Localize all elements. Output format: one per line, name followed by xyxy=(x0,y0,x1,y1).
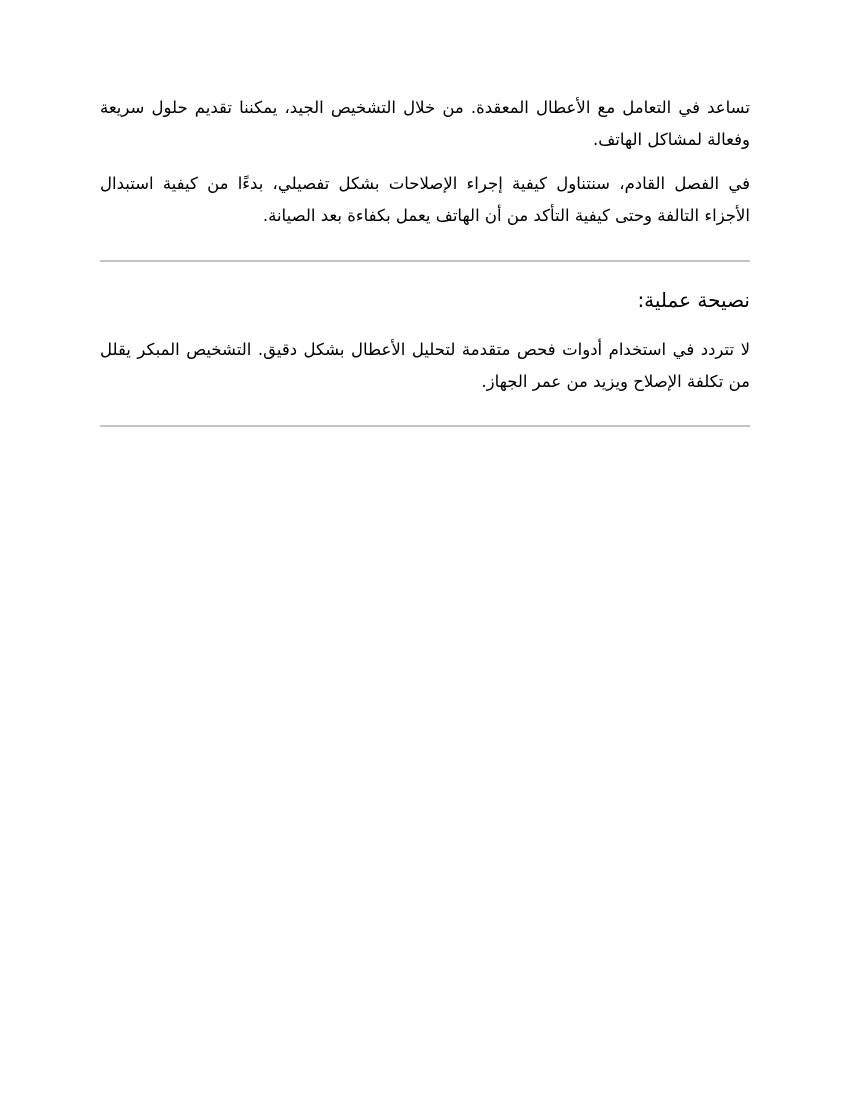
section-divider-top xyxy=(100,260,750,262)
section-divider-bottom xyxy=(100,425,750,427)
intro-paragraph-2: في الفصل القادم، سنتناول كيفية إجراء الإصلاحات بشكل تفصيلي، بدءًا من كيفية استبدال الأجزاء التالفة وحتى كيفية التأكد من أن الهاتف يعمل بكفاءة بعد الصيانة. xyxy=(100,174,750,225)
tip-body: لا تتردد في استخدام أدوات فحص متقدمة لتحليل الأعطال بشكل دقيق. التشخيص المبكر يقلل من تكلفة الإصلاح ويزيد من عمر الجهاز. xyxy=(100,340,750,391)
document-page xyxy=(100,0,750,1100)
intro-paragraph-1: تساعد في التعامل مع الأعطال المعقدة. من خلال التشخيص الجيد، يمكننا تقديم حلول سريعة وفعالة لمشاكل الهاتف. xyxy=(100,98,750,149)
tip-heading: نصيحة عملية: xyxy=(637,288,750,312)
